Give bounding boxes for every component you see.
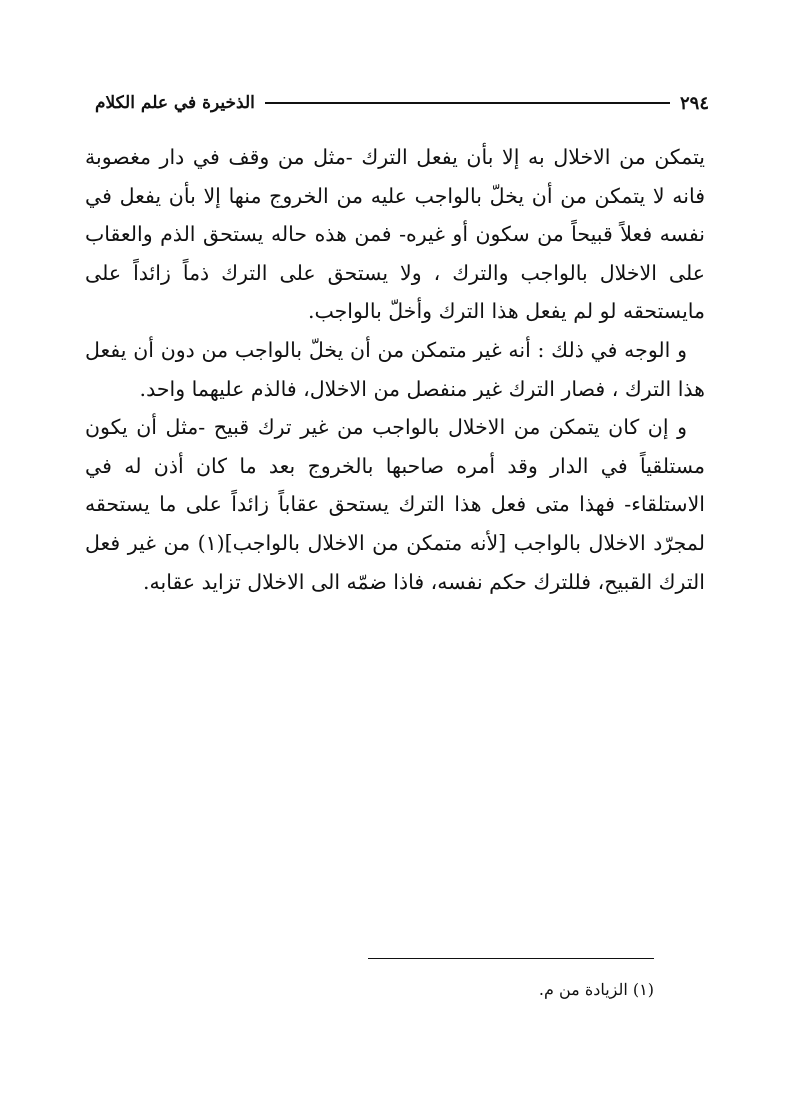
footnote-separator (368, 958, 654, 959)
header-rule (265, 102, 670, 104)
main-text (85, 138, 705, 601)
page-header (95, 88, 709, 118)
footnote: (١) الزيادة من م. (538, 980, 654, 999)
book-title: الذخيرة في علم الكلام (95, 93, 255, 113)
page-number: ٢٩٤ (679, 92, 709, 114)
paragraph-3: و إن كان يتمكن من الاخلال بالواجب من غير ترك قبيح -مثل أن يكون مستلقياً في الدار وقد أمره صاحبها بالخروج بعد ما كان أذن له في الاستلقاء- فهذا متى فعل هذا الترك يستحق عقاباً زائداً على ما يستحقه لمجرّد الاخلال بالواجب [لأنه متمكن من الاخلال بالواجب](١) من غير فعل الترك القبيح، فللترك حكم نفسه، فاذا ضمّه الى الاخلال تزايد عقابه. (85, 415, 705, 594)
paragraph-1: يتمكن من الاخلال به إلا بأن يفعل الترك -مثل من وقف في دار مغصوبة فانه لا يتمكن من أن يخلّ بالواجب عليه من الخروج منها إلا بأن يفعل في نفسه فعلاً قبيحاً من سكون أو غيره- فمن هذه حاله يستحق الذم والعقاب على الاخلال بالواجب والترك ، ولا يستحق على الترك ذماً زائداً على مايستحقه لو لم يفعل هذا الترك وأخلّ بالواجب. (85, 145, 705, 324)
paragraph-2: و الوجه في ذلك : أنه غير متمكن من أن يخلّ بالواجب من دون أن يفعل هذا الترك ، فصار الترك غير منفصل من الاخلال، فالذم عليهما واحد. (85, 337, 705, 401)
